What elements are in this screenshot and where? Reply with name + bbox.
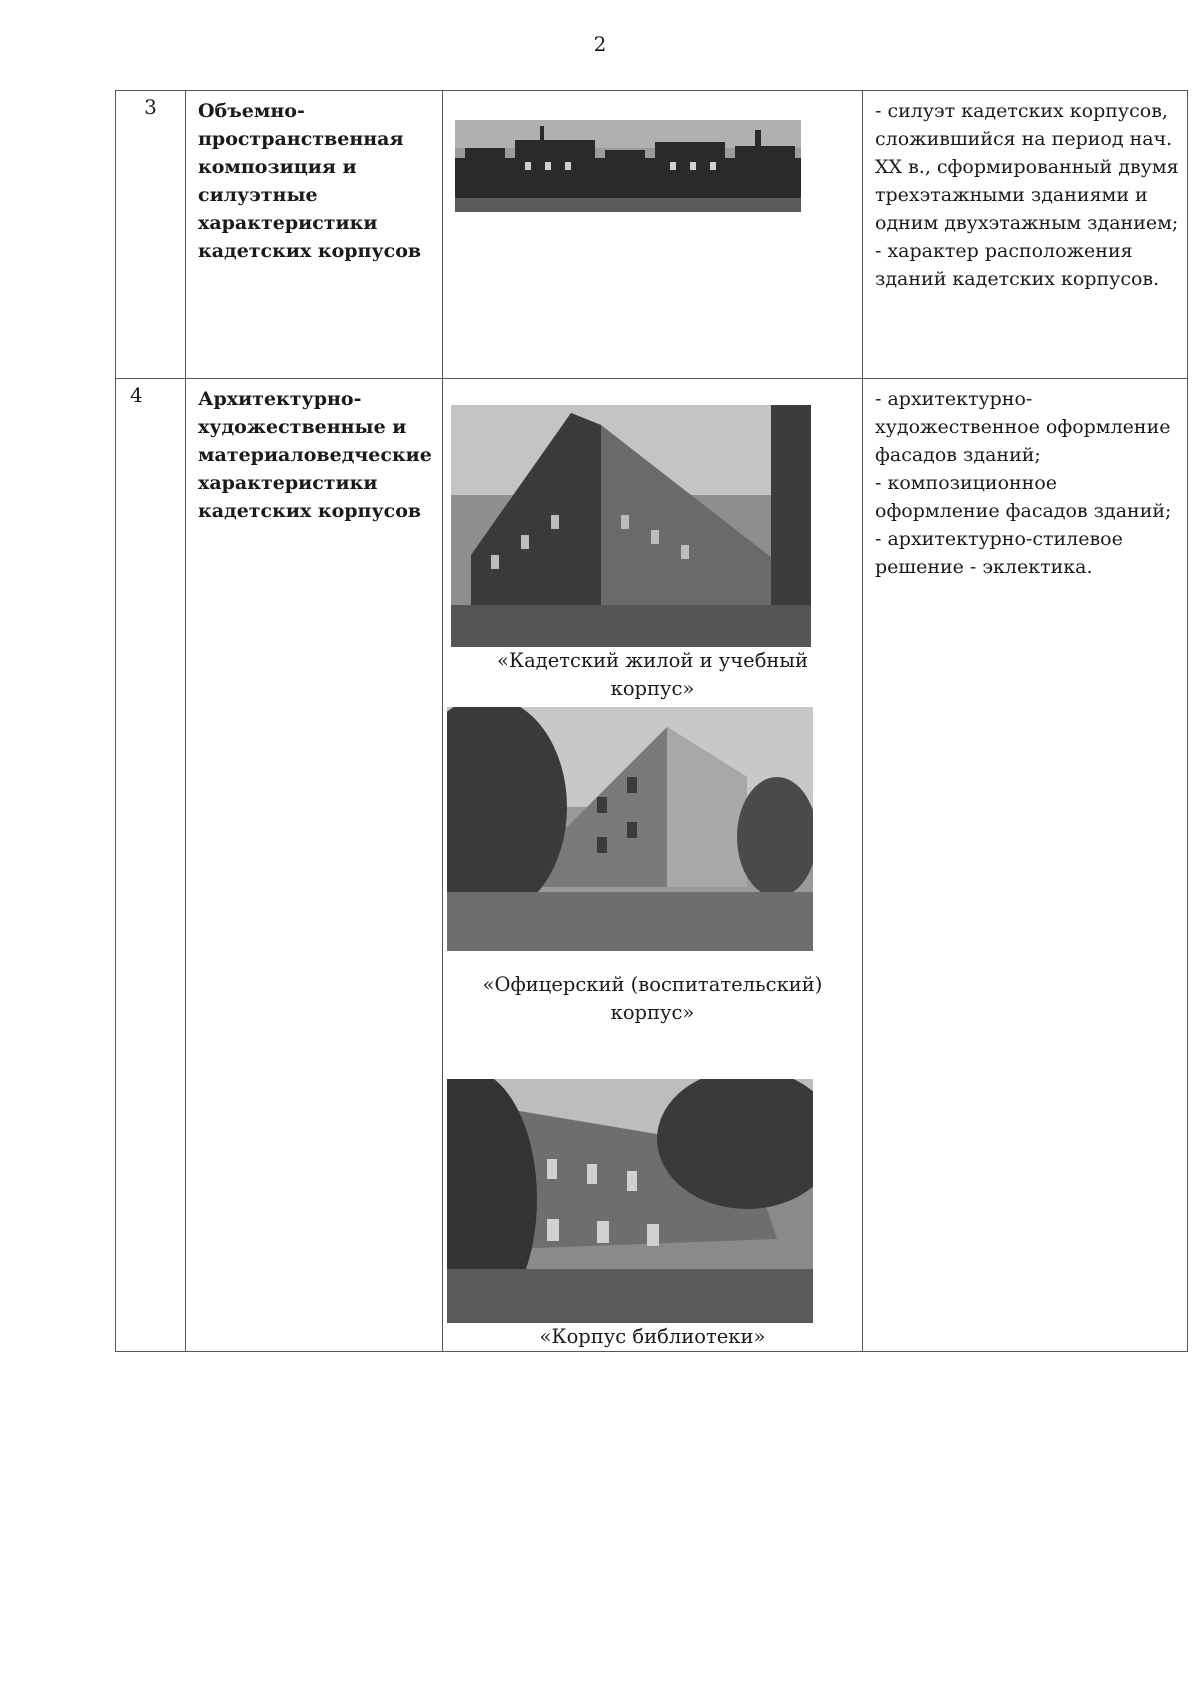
row-title: Объемно-пространственная композиция и силуэтные характеристики кадетских корпусов (186, 91, 443, 379)
row-description: - архитектурно-художественное оформление фасадов зданий; - композиционное оформление фасадов зданий; - архитектурно-стилевое решение - эклектика. (863, 379, 1188, 1352)
silhouette-photo (455, 120, 801, 212)
library-building-photo (447, 1079, 813, 1323)
cadet-building-photo (451, 405, 811, 647)
photo-caption: «Корпус библиотеки» (539, 1325, 766, 1348)
row-number-text: 4 (130, 383, 143, 407)
table-row (116, 379, 1188, 1352)
row-number (116, 379, 186, 1352)
row-title: Архитектурно-художественные и материаловедческие характеристики кадетских корпусов (186, 379, 443, 1352)
page-number: 2 (593, 32, 607, 56)
row-description: - силуэт кадетских корпусов, сложившийся на период нач. XX в., сформированный двумя трехэтажными зданиями и одним двухэтажным зданием; - характер расположения зданий кадетских корпусов. (863, 91, 1188, 379)
image-cell (443, 379, 863, 1352)
characteristics-table (115, 90, 1188, 1352)
image-cell (443, 91, 863, 379)
photo-caption: «Офицерский (воспитательский) корпус» (482, 973, 823, 1024)
row-number: 3 (116, 91, 186, 379)
officer-building-photo (447, 707, 813, 951)
photo-caption: «Кадетский жилой и учебный корпус» (497, 649, 808, 700)
table-row (116, 91, 1188, 379)
